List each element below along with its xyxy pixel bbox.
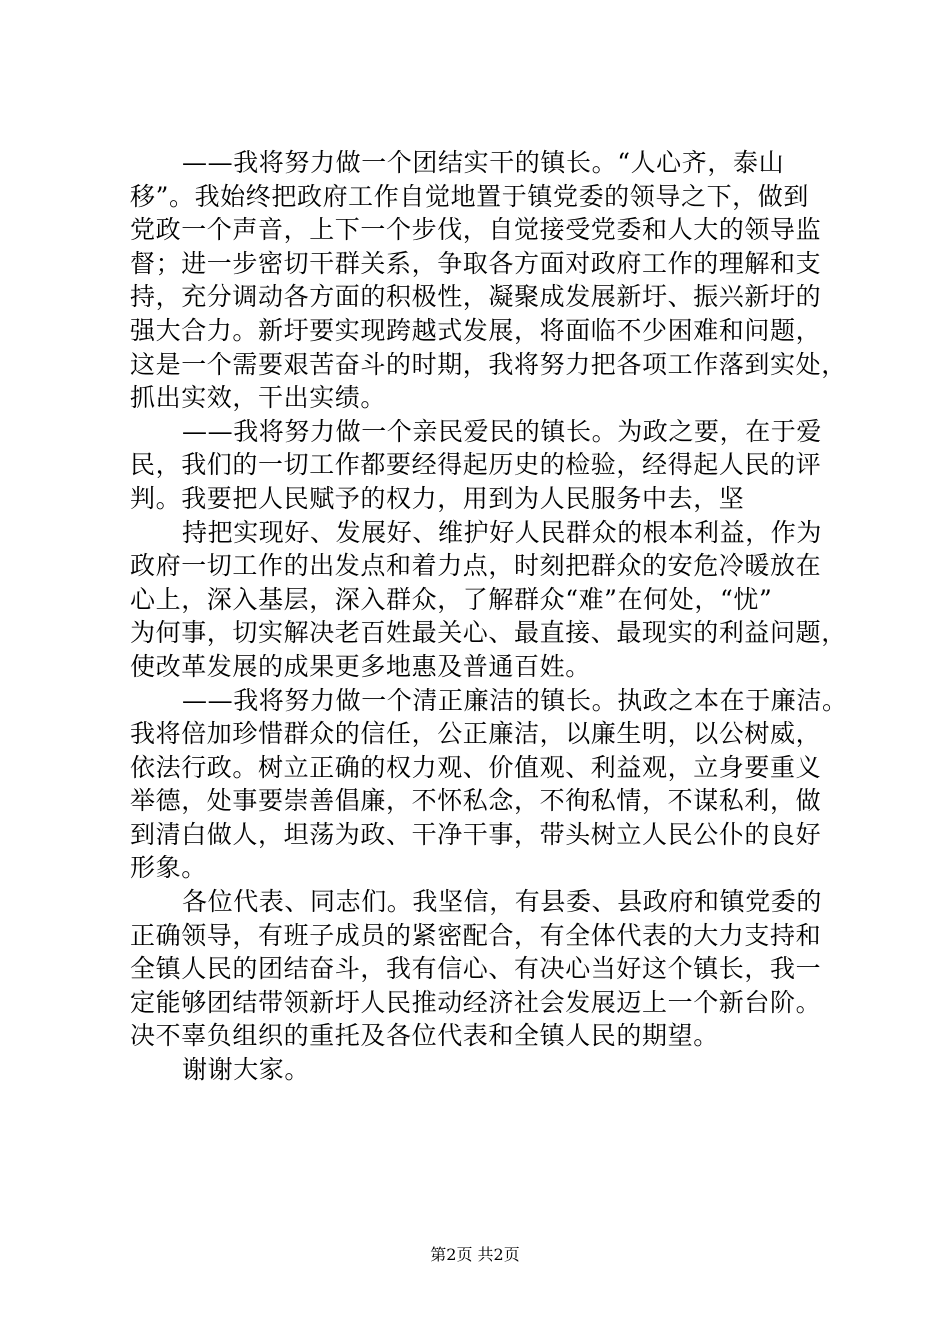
text-line: 抓出实效，干出实绩。 bbox=[130, 383, 387, 413]
text-line: 定能够团结带领新圩人民推动经济社会发展迈上一个新台阶。 bbox=[130, 987, 822, 1017]
text-line: 移”。我始终把政府工作自觉地置于镇党委的领导之下，做到 bbox=[130, 181, 809, 211]
text-line: 到清白做人，坦荡为政、干净干事，带头树立人民公仆的良好 bbox=[130, 819, 822, 849]
text-line: 强大合力。新圩要实现跨越式发展，将面临不少困难和问题， bbox=[130, 315, 822, 345]
page-number-footer: 第2页 共2页 bbox=[430, 1245, 520, 1264]
text-line: 持把实现好、发展好、维护好人民群众的根本利益，作为 bbox=[182, 517, 823, 547]
text-line: 正确领导，有班子成员的紧密配合，有全体代表的大力支持和 bbox=[130, 920, 822, 950]
text-line: ——我将努力做一个清正廉洁的镇长。执政之本在于廉洁。 bbox=[182, 685, 848, 715]
text-line: 这是一个需要艰苦奋斗的时期，我将努力把各项工作落到实处， bbox=[130, 349, 847, 379]
text-line: 持，充分调动各方面的积极性，凝聚成发展新圩、振兴新圩的 bbox=[130, 282, 822, 312]
text-line: 民，我们的一切工作都要经得起历史的检验，经得起人民的评 bbox=[130, 450, 822, 480]
document-body bbox=[130, 146, 860, 1087]
text-line: 各位代表、同志们。我坚信，有县委、县政府和镇党委的 bbox=[182, 887, 823, 917]
text-line: 全镇人民的团结奋斗，我有信心、有决心当好这个镇长，我一 bbox=[130, 954, 822, 984]
text-line: 谢谢大家。 bbox=[182, 1055, 311, 1085]
text-line: 举德，处事要崇善倡廉，不怀私念，不徇私情，不谋私利，做 bbox=[130, 786, 822, 816]
text-line: 党政一个声音，上下一个步伐，自觉接受党委和人大的领导监 bbox=[130, 215, 822, 245]
text-line: 我将倍加珍惜群众的信任，公正廉洁，以廉生明，以公树威， bbox=[130, 719, 822, 749]
text-line: 判。我要把人民赋予的权力，用到为人民服务中去，坚 bbox=[130, 483, 745, 513]
text-line: 为何事，切实解决老百姓最关心、最直接、最现实的利益问题， bbox=[130, 618, 847, 648]
text-line: 依法行政。树立正确的权力观、价值观、利益观，立身要重义 bbox=[130, 752, 822, 782]
text-line: 政府一切工作的出发点和着力点，时刻把群众的安危冷暖放在 bbox=[130, 551, 822, 581]
text-line: 形象。 bbox=[130, 853, 207, 883]
text-line: 心上，深入基层，深入群众，了解群众“难”在何处，“忧” bbox=[130, 584, 773, 614]
text-line: 使改革发展的成果更多地惠及普通百姓。 bbox=[130, 651, 591, 681]
text-line: ——我将努力做一个团结实干的镇长。“人心齐，泰山 bbox=[182, 148, 785, 177]
text-line: 决不辜负组织的重托及各位代表和全镇人民的期望。 bbox=[130, 1021, 719, 1051]
text-line: 督；进一步密切干群关系，争取各方面对政府工作的理解和支 bbox=[130, 248, 822, 278]
text-line: ——我将努力做一个亲民爱民的镇长。为政之要，在于爱 bbox=[182, 416, 823, 446]
